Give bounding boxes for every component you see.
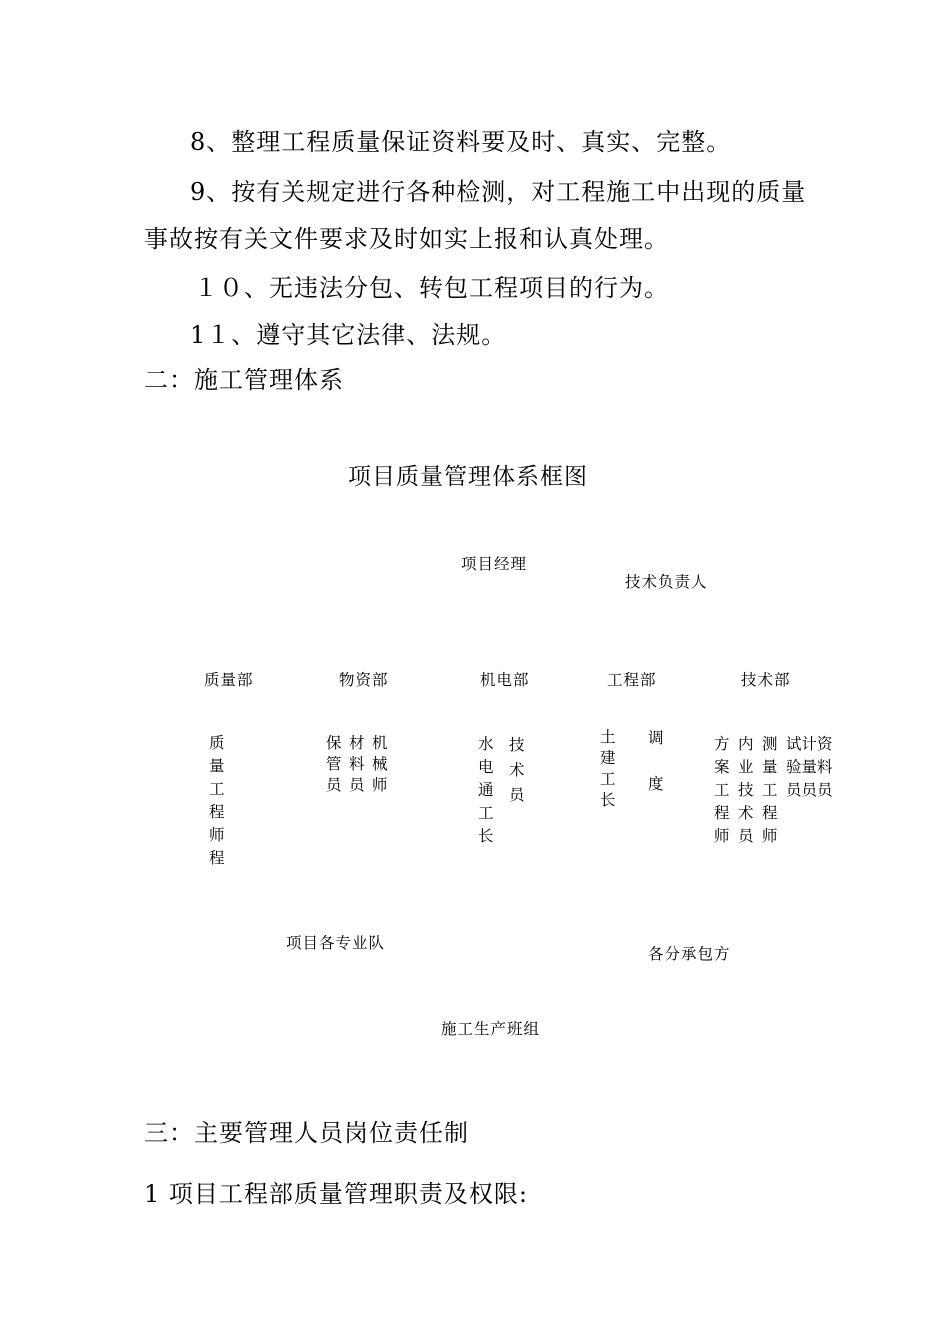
- role-quality-engineer: 质 量 工 程 师 程: [209, 734, 225, 867]
- node-tech-lead: 技术负责人: [625, 573, 708, 591]
- node-professional-teams: 项目各专业队: [286, 934, 386, 952]
- node-project-manager: 项目经理: [461, 555, 528, 573]
- role-test-measure-docs-clerks: 试计资 验量料 员员员: [786, 735, 833, 799]
- dept-materials: 物资部: [339, 671, 389, 689]
- paragraph-item-11: 1１、遵守其它法律、法规。: [190, 321, 507, 349]
- role-storekeeper: 保 管 员: [326, 734, 342, 794]
- subsection-heading-1: 1 项目工程部质量管理职责及权限:: [144, 1180, 528, 1208]
- dept-technical: 技术部: [741, 671, 791, 689]
- role-mechanical-engineer: 机 械 师: [372, 734, 388, 794]
- role-mep-foreman: 水 电 通 工 长: [478, 735, 494, 845]
- section-heading-2: 二：施工管理体系: [144, 366, 344, 394]
- paragraph-item-8: 8、整理工程质量保证资料要及时、真实、完整。: [190, 128, 732, 156]
- role-civil-foreman: 土 建 工 长: [600, 728, 616, 809]
- org-chart-title: 项目质量管理体系框图: [348, 464, 588, 490]
- section-heading-3: 三：主要管理人员岗位责任制: [144, 1119, 469, 1147]
- node-subcontractors: 各分承包方: [648, 945, 731, 963]
- role-scheme-engineer: 方 案 工 程 师: [714, 735, 730, 845]
- paragraph-item-9-line1: 9、按有关规定进行各种检测，对工程施工中出现的质量: [190, 178, 807, 206]
- paragraph-item-10: １０、无违法分包、转包工程项目的行为。: [194, 274, 669, 302]
- dept-electromech: 机电部: [480, 671, 530, 689]
- dept-engineering: 工程部: [607, 671, 657, 689]
- node-construction-crews: 施工生产班组: [441, 1020, 541, 1038]
- role-material-clerk: 材 料 员: [349, 734, 365, 794]
- role-technician: 技 术 员: [509, 736, 525, 804]
- dept-quality: 质量部: [204, 671, 254, 689]
- role-office-technician: 内 业 技 术 员: [738, 735, 754, 845]
- role-dispatcher: 调 度: [648, 729, 664, 793]
- paragraph-item-9-line2: 事故按有关文件要求及时如实上报和认真处理。: [144, 225, 669, 253]
- role-survey-engineer: 测 量 工 程 师: [762, 735, 778, 845]
